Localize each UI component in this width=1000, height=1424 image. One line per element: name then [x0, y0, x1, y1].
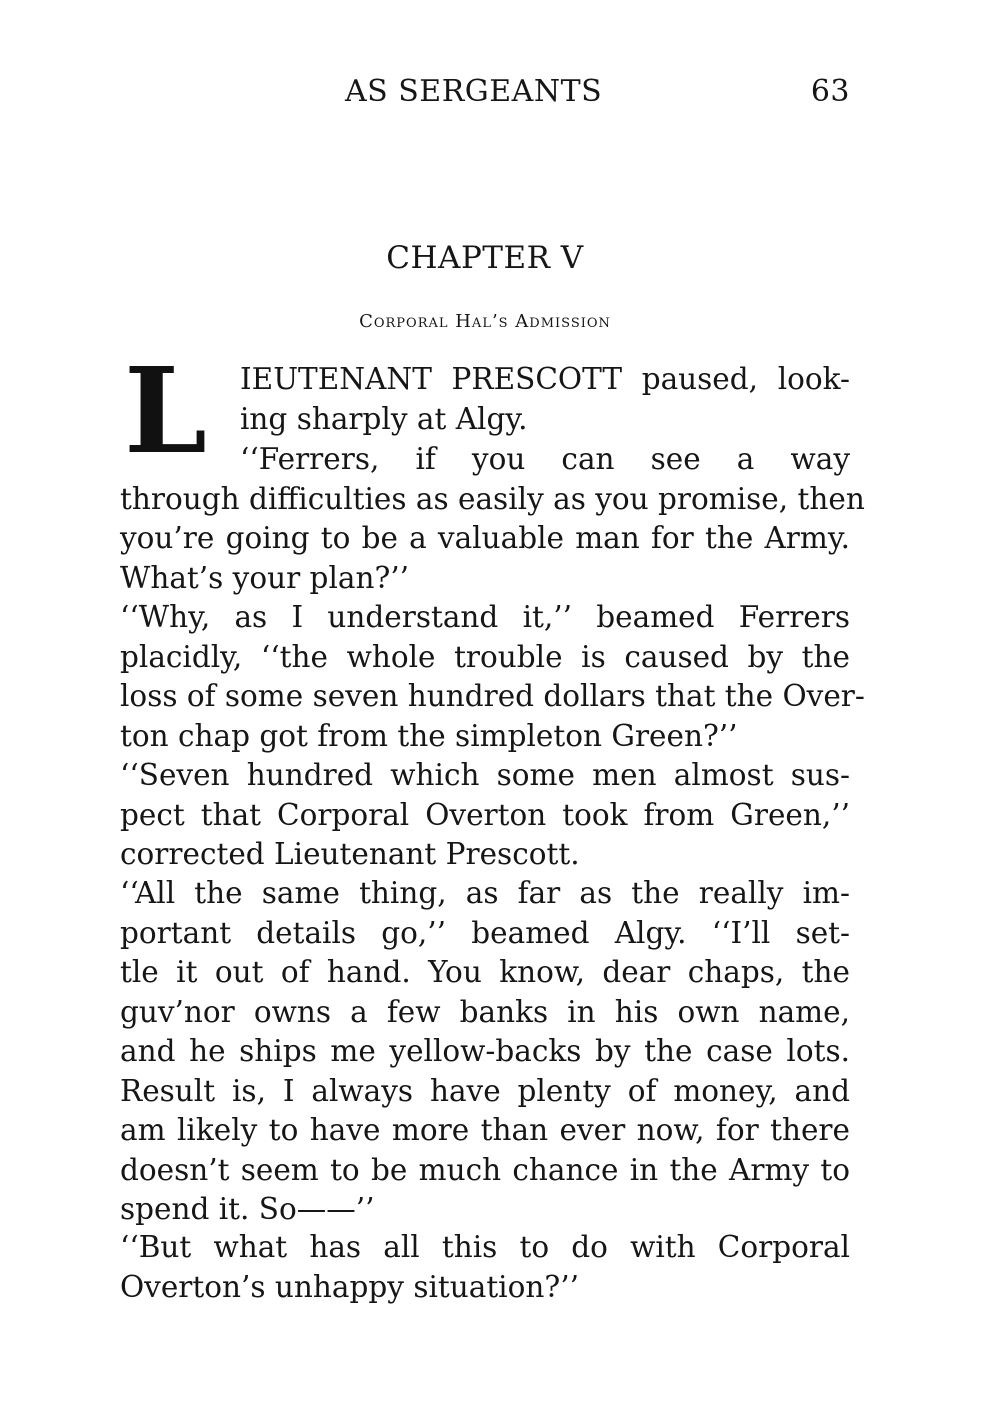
text-line: corrected Lieutenant Prescott. — [120, 837, 580, 871]
running-head — [120, 74, 850, 118]
paragraph — [120, 440, 865, 598]
chapter-subtitle-text: Corporal Hal’s Admission — [359, 311, 611, 332]
text-line: ‘‘Ferrers, if you can see a way — [240, 442, 850, 476]
text-line: ‘‘Why, as I understand it,’’ beamed Ferrers — [120, 600, 850, 634]
text-line: ‘‘But what has all this to do with Corporal — [120, 1230, 850, 1264]
text-line: am likely to have more than ever now, for there — [120, 1113, 850, 1147]
text-line: ‘‘All the same thing, as far as the really im- — [120, 876, 850, 910]
drop-cap: L — [124, 341, 207, 480]
paragraph — [120, 598, 865, 756]
text-line: spend it. So——’’ — [120, 1192, 375, 1226]
intro-paragraph — [120, 360, 850, 439]
paragraph — [120, 1228, 850, 1307]
running-title: AS SERGEANTS — [345, 74, 603, 109]
text-line: portant details go,’’ beamed Algy. ‘‘I’ll set- — [120, 915, 850, 950]
text-line: Overton’s unhappy situation?’’ — [120, 1269, 579, 1304]
text-line: guv’nor owns a few banks in his own name, — [120, 994, 850, 1029]
text-line: loss of some seven hundred dollars that the Over- — [120, 679, 865, 713]
text-line: through difficulties as easily as you promise, then — [120, 481, 865, 516]
text-line: IEUTENANT PRESCOTT paused, look- — [240, 362, 850, 396]
text-line: and he ships me yellow-backs by the case lots. — [120, 1034, 850, 1068]
chapter-heading-text: CHAPTER V — [386, 240, 584, 276]
text-line: tle it out of hand. You know, dear chaps, the — [120, 955, 850, 989]
text-line: ton chap got from the simpleton Green?’’ — [120, 718, 738, 753]
text-line: ‘‘Seven hundred which some men almost sus- — [120, 758, 850, 792]
text-line: doesn’t seem to be much chance in the Army to — [120, 1152, 850, 1187]
chapter-subtitle — [0, 311, 1000, 332]
text-line: What’s your plan?’’ — [120, 560, 410, 595]
text-line: pect that Corporal Overton took from Green,’’ — [120, 797, 850, 832]
text-line: ing sharply at Algy. — [240, 401, 528, 436]
text-line: Result is, I always have plenty of money, and — [120, 1073, 850, 1108]
paragraph — [120, 874, 850, 1230]
text-line: you’re going to be a valuable man for the Army. — [120, 521, 850, 555]
paragraph — [120, 756, 850, 875]
chapter-heading — [0, 240, 1000, 276]
text-line: placidly, ‘‘the whole trouble is caused by the — [120, 639, 850, 674]
page-number: 63 — [810, 74, 850, 109]
